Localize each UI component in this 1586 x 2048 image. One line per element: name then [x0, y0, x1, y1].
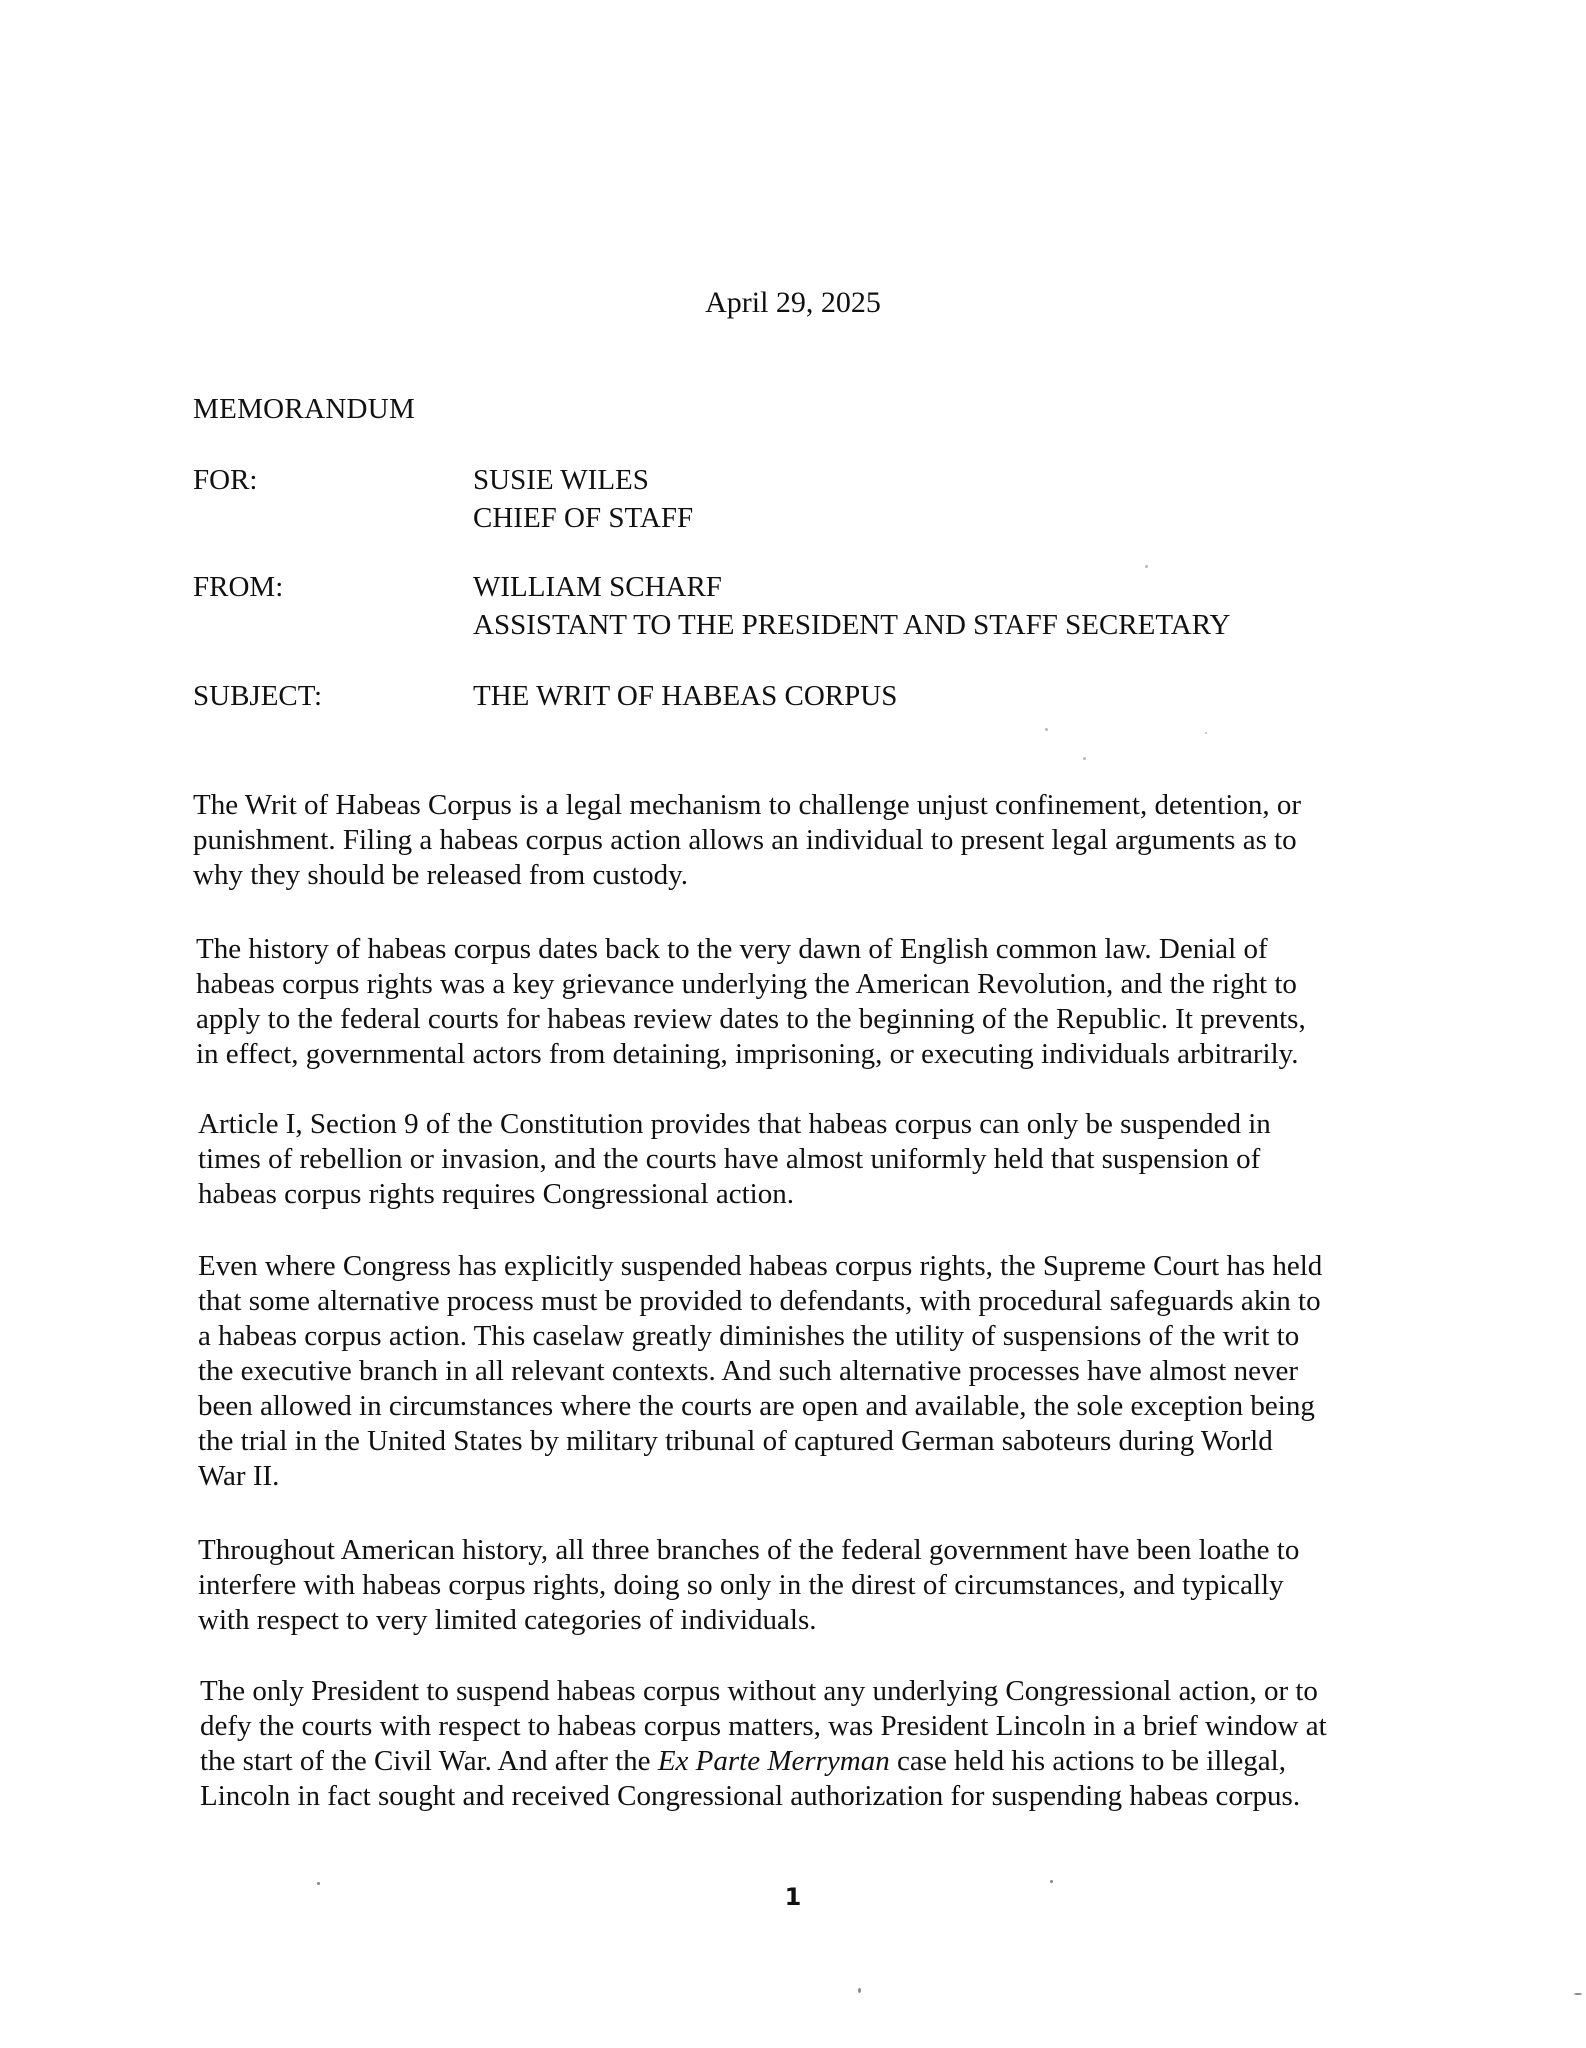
- paragraph-line: times of rebellion or invasion, and the courts have almost uniformly held that suspension of: [198, 1143, 1261, 1175]
- paragraph-line: Throughout American history, all three branches of the federal government have been loathe to: [198, 1534, 1300, 1566]
- paragraph-line: Even where Congress has explicitly suspended habeas corpus rights, the Supreme Court has held: [198, 1250, 1323, 1282]
- for-label: FOR:: [193, 464, 258, 496]
- scan-speck: [1050, 1880, 1053, 1883]
- paragraph-line: habeas corpus rights was a key grievance underlying the American Revolution, and the right to: [196, 968, 1297, 1000]
- paragraph-line: defy the courts with respect to habeas corpus matters, was President Lincoln in a brief window at: [200, 1710, 1327, 1742]
- paragraph-line: punishment. Filing a habeas corpus action allows an individual to present legal arguments as to: [193, 824, 1297, 856]
- paragraph-line: that some alternative process must be provided to defendants, with procedural safeguards akin to: [198, 1285, 1321, 1317]
- recipient-name: SUSIE WILES: [473, 464, 649, 496]
- paragraph-line: in effect, governmental actors from detaining, imprisoning, or executing individuals arbitrarily.: [196, 1038, 1299, 1070]
- paragraph-1: [193, 788, 1433, 893]
- paragraph-3: [198, 1107, 1438, 1212]
- sender-title: ASSISTANT TO THE PRESIDENT AND STAFF SECRETARY: [473, 609, 1231, 641]
- for-recipient: [473, 461, 693, 537]
- subject-text: THE WRIT OF HABEAS CORPUS: [473, 680, 898, 712]
- paragraph-line: War II.: [198, 1460, 280, 1492]
- paragraph-line: the executive branch in all relevant contexts. And such alternative processes have almost never: [198, 1355, 1298, 1387]
- memo-date: April 29, 2025: [705, 286, 881, 319]
- from-sender: [473, 568, 1230, 644]
- paragraph-line: why they should be released from custody.: [193, 859, 689, 891]
- recipient-title: CHIEF OF STAFF: [473, 502, 694, 534]
- page-number: 1: [784, 1883, 802, 1911]
- scan-speck: [1083, 757, 1086, 760]
- paragraph-line: the trial in the United States by military tribunal of captured German saboteurs during World: [198, 1425, 1273, 1457]
- memo-heading: MEMORANDUM: [193, 393, 416, 425]
- paragraph-line: with respect to very limited categories of individuals.: [198, 1604, 817, 1636]
- scan-speck: [1205, 732, 1207, 734]
- paragraph-6: [200, 1674, 1440, 1814]
- paragraph-line: habeas corpus rights requires Congressional action.: [198, 1178, 794, 1210]
- scan-speck: [317, 1882, 320, 1885]
- subject-label: SUBJECT:: [193, 680, 323, 712]
- paragraph-line: a habeas corpus action. This caselaw greatly diminishes the utility of suspensions of the writ to: [198, 1320, 1300, 1352]
- from-label: FROM:: [193, 571, 284, 603]
- scan-speck: [1045, 728, 1048, 731]
- scan-speck: [1145, 565, 1148, 568]
- paragraph-line: Lincoln in fact sought and received Congressional authorization for suspending habeas corpus.: [200, 1780, 1301, 1812]
- sender-name: WILLIAM SCHARF: [473, 571, 722, 603]
- paragraph-line: [200, 1744, 1440, 1779]
- scan-speck: [1574, 1993, 1582, 1995]
- paragraph-line: been allowed in circumstances where the courts are open and available, the sole exception being: [198, 1390, 1315, 1422]
- line-text: the start of the Civil War. And after the: [200, 1745, 658, 1777]
- paragraph-5: [198, 1533, 1438, 1638]
- paragraph-line: The history of habeas corpus dates back to the very dawn of English common law. Denial of: [196, 933, 1268, 965]
- line-text: case held his actions to be illegal,: [889, 1745, 1286, 1777]
- paragraph-4: [198, 1249, 1438, 1494]
- paragraph-2: [196, 932, 1436, 1072]
- paragraph-line: The Writ of Habeas Corpus is a legal mechanism to challenge unjust confinement, detention, or: [193, 789, 1302, 821]
- paragraph-line: apply to the federal courts for habeas review dates to the beginning of the Republic. It prevents,: [196, 1003, 1306, 1035]
- case-name: Ex Parte Merryman: [657, 1745, 890, 1777]
- paragraph-line: Article I, Section 9 of the Constitution provides that habeas corpus can only be suspended in: [198, 1108, 1271, 1140]
- scan-speck: [858, 1988, 861, 1993]
- paragraph-line: interfere with habeas corpus rights, doing so only in the direst of circumstances, and typically: [198, 1569, 1284, 1601]
- paragraph-line: The only President to suspend habeas corpus without any underlying Congressional action, or to: [200, 1675, 1318, 1707]
